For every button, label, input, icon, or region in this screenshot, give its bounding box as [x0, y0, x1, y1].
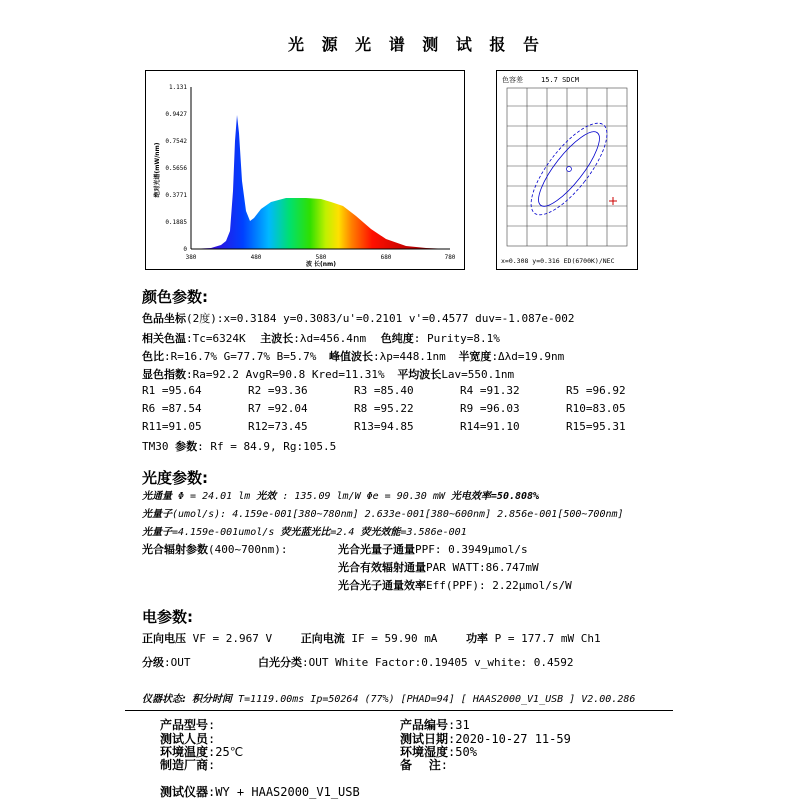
- purity-label: 色纯度: [380, 332, 414, 345]
- instrument: [160, 783, 360, 800]
- x-tick: 780: [444, 254, 456, 261]
- product-model-label: 产品型号: [160, 718, 209, 732]
- fluor-efficacy-value: =3.586e-001: [400, 527, 467, 538]
- cri-label: 显色指数: [142, 368, 186, 381]
- grade-value: :OUT: [164, 656, 191, 669]
- halfwidth-value: :Δλd=19.9nm: [491, 350, 565, 363]
- pe-efficiency-value: =50.808%: [490, 491, 540, 502]
- product-serial-value: :31: [448, 718, 470, 732]
- manufacturer: [160, 756, 215, 773]
- spectrum-curve: [191, 115, 450, 249]
- r-value: R7 =92.04: [248, 402, 308, 415]
- x-tick: 580: [315, 254, 327, 261]
- chroma-title: 色容差: [502, 76, 523, 84]
- instrument-label: 测试仪器: [160, 785, 209, 799]
- r-value: R5 =96.92: [566, 384, 626, 397]
- efficacy-label: 光效: [256, 491, 277, 502]
- y-tick: 1.131: [168, 84, 187, 91]
- test-date-value: :2020-10-27 11-59: [448, 732, 571, 746]
- white-class-row: [258, 654, 574, 670]
- r-value: R11=91.05: [142, 420, 202, 433]
- if-value: IF = 59.90 mA: [344, 632, 438, 645]
- par-range: (400~700nm):: [208, 543, 288, 556]
- test-date-label: 测试日期: [400, 732, 449, 746]
- par-watt-label: 光合有效辐射通量: [338, 561, 426, 574]
- par-watt-value: PAR WATT:86.747mW: [426, 561, 539, 574]
- ppf-label: 光合光量子通量: [338, 543, 415, 556]
- ambient-temp-value: :25℃: [208, 745, 244, 759]
- coord-label: 色品坐标: [142, 312, 186, 325]
- remarks: [400, 756, 448, 773]
- tester-value: :: [208, 732, 216, 746]
- r-value: R9 =96.03: [460, 402, 520, 415]
- halfwidth-label: 半宽度: [458, 350, 492, 363]
- if-label: 正向电流: [300, 632, 345, 645]
- integration-time-label: 积分时间: [192, 694, 233, 705]
- tm30-row: [142, 438, 336, 454]
- eff-ppf-value: Eff(PPF): 2.22μmol/s/W: [426, 579, 572, 592]
- grade-label: 分级: [142, 656, 164, 669]
- power-value: P = 177.7 mW Ch1: [488, 632, 601, 645]
- photon-row: [142, 505, 624, 520]
- cri-value: :Ra=92.2 AvgR=90.8 Kred=11.31%: [186, 368, 385, 381]
- cct-value: :Tc=6324K: [186, 332, 246, 345]
- spectrum-chart: [146, 71, 464, 269]
- y-tick-labels: [165, 84, 187, 253]
- flux-label: 光通量: [142, 491, 172, 502]
- measured-point-cross: [609, 197, 617, 205]
- ppf-row: [338, 541, 528, 557]
- dom-value: :λd=456.4nm: [293, 332, 367, 345]
- x-tick-labels: [186, 254, 456, 261]
- footer-divider: [125, 710, 673, 711]
- status-row: [142, 690, 635, 705]
- spectrum-panel: [145, 70, 465, 270]
- r-value: R3 =85.40: [354, 384, 414, 397]
- y-tick: 0.5656: [165, 165, 187, 172]
- instrument-value: :WY + HAAS2000_V1_USB: [208, 785, 360, 799]
- par-watt-row: [338, 559, 539, 575]
- r-value: R10=83.05: [566, 402, 626, 415]
- r-value: R2 =93.36: [248, 384, 308, 397]
- elec-params-heading: 电参数:: [142, 608, 193, 626]
- product-serial-label: 产品编号: [400, 718, 449, 732]
- tm30-label: 参数: [175, 440, 198, 453]
- x-tick: 480: [250, 254, 262, 261]
- report-title: 光 源 光 谱 测 试 报 告: [288, 35, 545, 54]
- coord-value: (2度):x=0.3184 y=0.3083/u'=0.2101 v'=0.4577 duv=-1.087e-002: [186, 312, 575, 325]
- grade-row: [142, 654, 191, 670]
- photo-params-heading: 光度参数:: [142, 469, 208, 487]
- x-tick: 680: [380, 254, 392, 261]
- cct-label: 相关色温: [142, 332, 186, 345]
- photon-value: (umol/s): 4.159e-001[380~780nm] 2.633e-001[380~600nm] 2.856e-001[500~700nm]: [172, 509, 624, 520]
- tm30-prefix: TM30: [142, 440, 176, 453]
- cri-row: [142, 366, 514, 382]
- avg-wl-value: Lav=550.1nm: [441, 368, 515, 381]
- photon-fluor-row: [142, 523, 467, 538]
- r-value: R8 =95.22: [354, 402, 414, 415]
- r-value: R14=91.10: [460, 420, 520, 433]
- ambient-temp-label: 环境温度: [160, 745, 209, 759]
- power-label: 功率: [466, 632, 489, 645]
- r-value: R13=94.85: [354, 420, 414, 433]
- ratio-row: [142, 348, 564, 364]
- chroma-diagram: [497, 71, 637, 269]
- r-value: R12=73.45: [248, 420, 308, 433]
- chroma-value: 15.7 SDCM: [541, 76, 579, 84]
- peak-label: 峰值波长: [328, 350, 373, 363]
- r-value: R15=95.31: [566, 420, 626, 433]
- r-value: R4 =91.32: [460, 384, 520, 397]
- status-value: T=1119.00ms Ip=50264 (77%) [PHAD=94] [ HAAS2000_V1_USB ] V2.00.286: [232, 694, 636, 705]
- y-axis-label: 绝对光谱(mW/nm): [154, 142, 161, 198]
- eff-ppf-row: [338, 577, 572, 593]
- color-params-heading: 颜色参数:: [142, 288, 208, 306]
- vf-label: 正向电压: [142, 632, 186, 645]
- ambient-humidity-label: 环境湿度: [400, 745, 449, 759]
- fluor-efficacy-label: 荧光效能: [360, 527, 401, 538]
- tm30-value: : Rf = 84.9, Rg:105.5: [197, 440, 337, 453]
- status-label: 仪器状态:: [142, 694, 186, 705]
- par-label: 光合辐射参数: [142, 543, 208, 556]
- pe-efficiency-label: 光电效率: [450, 491, 491, 502]
- y-tick: 0.9427: [165, 111, 187, 118]
- peak-value: :λp=448.1nm: [372, 350, 446, 363]
- flux-value: Φ = 24.01 lm: [172, 491, 257, 502]
- manufacturer-label: 制造厂商: [160, 758, 209, 772]
- vf-value: VF = 2.967 V: [186, 632, 273, 645]
- y-tick: 0.3771: [165, 192, 187, 199]
- photon-label-2: 光量子: [142, 527, 172, 538]
- ratio-value: :R=16.7% G=77.7% B=5.7%: [164, 350, 317, 363]
- eff-ppf-label: 光合光子通量效率: [338, 579, 426, 592]
- photon-label: 光量子: [142, 509, 172, 520]
- photon-value-2: =4.159e-001umol/s: [172, 527, 281, 538]
- avg-wl-label: 平均波长: [397, 368, 442, 381]
- remarks-value: :: [440, 758, 448, 772]
- flux-row: [142, 487, 539, 502]
- chroma-panel: [496, 70, 638, 270]
- chroma-footer: x=0.308 y=0.316 ED(6700K)/NEC: [501, 257, 615, 265]
- y-tick: 0: [183, 246, 187, 253]
- x-tick: 380: [185, 254, 197, 261]
- fluor-blue-ratio-label: 荧光蓝光比: [280, 527, 331, 538]
- elec-row: [142, 630, 601, 646]
- ppf-value: PPF: 0.3949μmol/s: [415, 543, 528, 556]
- ambient-humidity-value: :50%: [448, 745, 477, 759]
- dom-label: 主波长: [260, 332, 294, 345]
- cct-row: [142, 330, 500, 346]
- par-row: [142, 541, 287, 557]
- efficacy-value: : 135.09 lm/W Φe = 90.30 mW: [276, 491, 451, 502]
- tester-label: 测试人员: [160, 732, 209, 746]
- manufacturer-value: :: [208, 758, 216, 772]
- y-tick: 0.1885: [165, 219, 187, 226]
- color-coord-row: [142, 310, 575, 326]
- r-value: R1 =95.64: [142, 384, 202, 397]
- x-axis-label: 波 长(nm): [305, 261, 337, 268]
- r-value: R6 =87.54: [142, 402, 202, 415]
- ratio-label: 色比: [142, 350, 164, 363]
- remarks-label: 备 注: [400, 758, 441, 772]
- center-point: [567, 167, 572, 172]
- product-model-value: :: [208, 718, 216, 732]
- white-class-value: :OUT White Factor:0.19405 v_white: 0.4592: [302, 656, 574, 669]
- y-tick: 0.7542: [165, 138, 187, 145]
- purity-value: : Purity=8.1%: [413, 332, 500, 345]
- white-class-label: 白光分类: [258, 656, 302, 669]
- fluor-blue-ratio-value: =2.4: [330, 527, 361, 538]
